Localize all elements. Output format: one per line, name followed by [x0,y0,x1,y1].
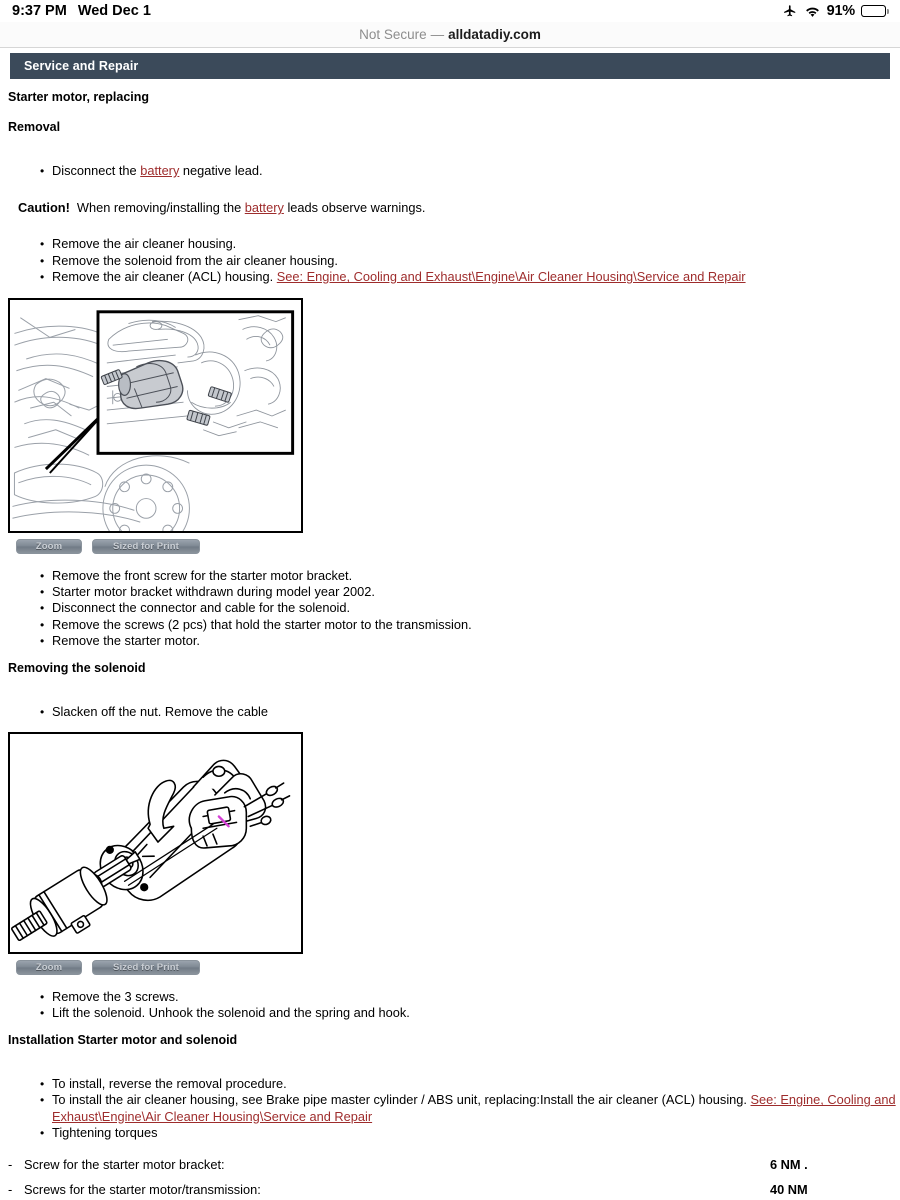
airplane-mode-icon [782,4,798,18]
bullet-text-before: Disconnect the [52,163,141,178]
battery-percent-label: 91% [826,3,855,19]
service-repair-link-2[interactable]: See: Engine, Cooling and Exhaust\Engine\Air Cleaner Housing\Service and Repair [52,1092,896,1124]
heading-removal: Removal [8,120,61,134]
bullet-text-after: negative lead. [179,163,263,178]
caution-label: Caution! [18,200,70,216]
page-title: Starter motor, replacing [8,90,150,104]
list-item: • Lift the solenoid. Unhook the solenoid and the spring and hook. [40,1005,900,1021]
figure-engine-bay [0,298,900,554]
removal-bullet-list-3 [0,568,900,650]
document-body [0,89,900,1198]
sized-for-print-button-2[interactable]: Sized for Print [92,960,200,975]
torque-row [0,1181,900,1198]
zoom-button-2[interactable]: Zoom [16,960,82,975]
removal-bullet-list-2 [0,236,900,285]
torque-value: 6 NM . [770,1156,808,1172]
status-bar-date: Wed Dec 1 [77,3,151,19]
list-item: • Remove the front screw for the starter motor bracket. [40,568,900,584]
list-item: • Starter motor bracket withdrawn during model year 2002. [40,584,900,600]
torque-value: 40 NM [770,1181,808,1197]
list-item [40,163,900,179]
figure1-button-row [8,533,900,554]
ios-status-bar [0,0,900,22]
caution-note [0,199,900,216]
list-item: • To install, reverse the removal procedure. [40,1076,900,1092]
list-item: • Tightening torques [40,1125,900,1141]
battery-link[interactable]: battery [140,163,180,178]
heading-installation: Installation Starter motor and solenoid [8,1032,238,1047]
battery-icon [861,5,886,17]
bullet-text: To install the air cleaner housing, see Brake pipe master cylinder / ABS unit, replacing:Install the air cleaner (ACL) housing. [52,1092,751,1108]
list-item: • Remove the solenoid from the air cleaner housing. [40,253,900,269]
url-separator: — [430,27,445,42]
torque-dash: - [8,1156,13,1172]
wifi-icon [804,5,821,18]
sized-for-print-button[interactable]: Sized for Print [92,539,200,554]
list-item: • Remove the 3 screws. [40,989,900,1005]
figure1-inset-panel [98,311,293,453]
status-bar-left [12,3,151,19]
heading-removing-solenoid: Removing the solenoid [8,660,146,675]
solenoid-bullet-list-1 [0,704,900,720]
status-bar-right [782,3,886,19]
torque-row [0,1156,900,1173]
list-item: • Remove the starter motor. [40,633,900,649]
security-status-label: Not Secure [359,27,427,42]
figure2-button-row [8,954,900,975]
status-bar-time: 9:37 PM [12,3,67,19]
list-item [40,269,900,285]
figure1-frame [8,298,303,533]
list-item [40,1092,900,1125]
list-item: • Remove the screws (2 pcs) that hold the starter motor to the transmission. [40,617,900,633]
figure-solenoid [0,732,900,975]
removal-bullet-list-1 [0,163,900,179]
torque-label: Screws for the starter motor/transmission: [24,1181,261,1197]
list-item: • Disconnect the connector and cable for the solenoid. [40,600,900,616]
list-item: • Slacken off the nut. Remove the cable [40,704,900,720]
service-repair-link-1[interactable]: See: Engine, Cooling and Exhaust\Engine\Air Cleaner Housing\Service and Repair [276,269,746,285]
web-page-content [0,49,900,1200]
section-title: Service and Repair [24,59,139,73]
solenoid-bullet-list-2 [0,989,900,1022]
torque-dash: - [8,1181,13,1197]
caution-text-before: When removing/installing the [76,200,245,216]
zoom-button[interactable]: Zoom [16,539,82,554]
solenoid-exploded-line-drawing [10,734,301,952]
battery-link-caution[interactable]: battery [244,200,284,216]
engine-bay-line-drawing [10,300,301,531]
browser-url-bar[interactable] [0,22,900,48]
installation-bullet-list [0,1076,900,1142]
bullet-text: Remove the air cleaner (ACL) housing. [52,269,277,285]
list-item: • Remove the air cleaner housing. [40,236,900,252]
figure2-frame [8,732,303,954]
torque-label: Screw for the starter motor bracket: [24,1156,225,1172]
caution-text-after: leads observe warnings. [283,200,426,216]
section-header-bar [10,53,890,79]
url-host-label: alldatadiy.com [448,27,541,42]
